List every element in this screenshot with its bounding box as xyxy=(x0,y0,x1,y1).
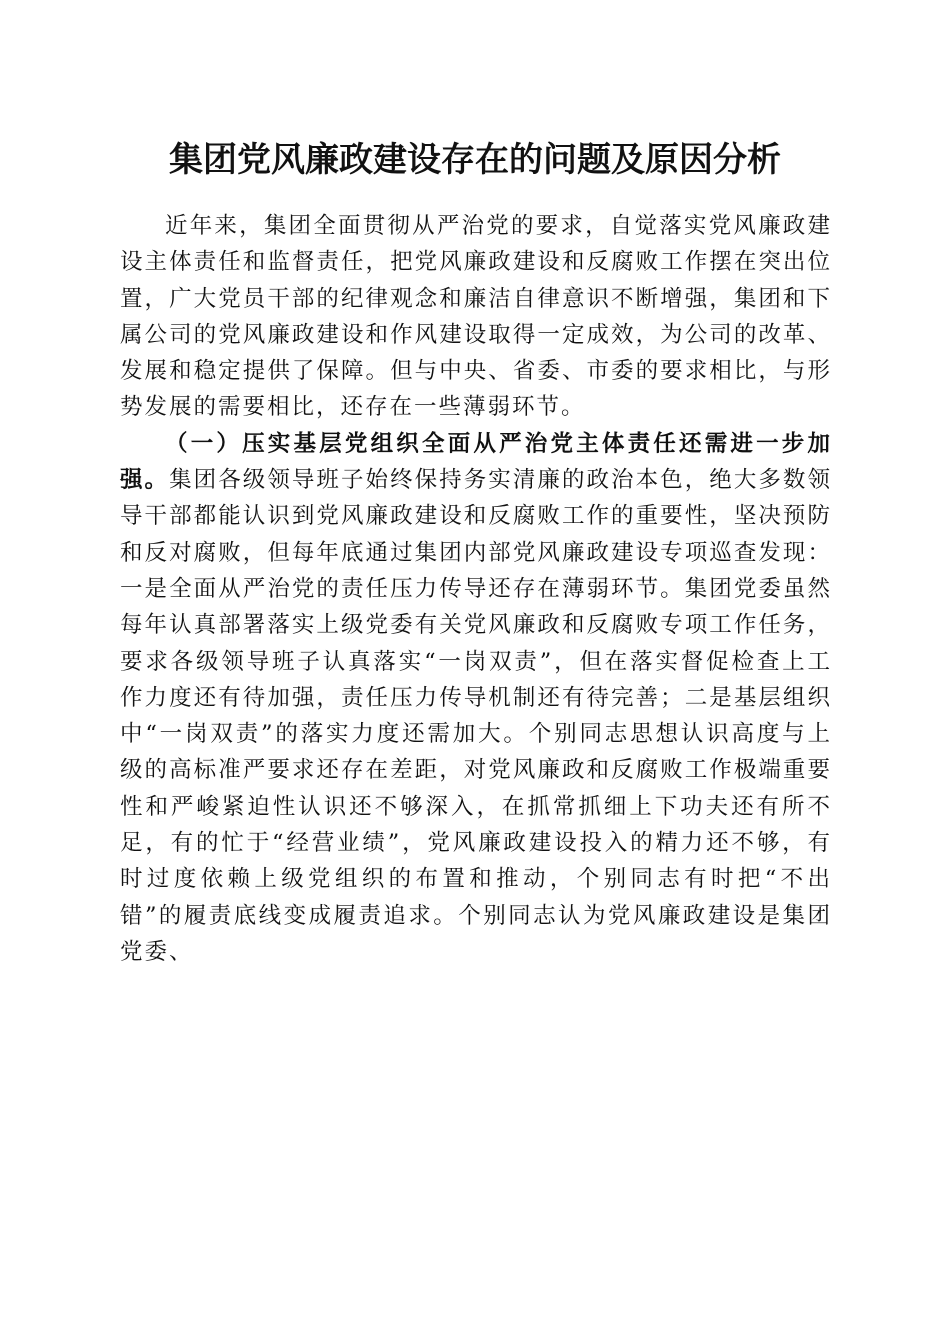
paragraph-text: 集团各级领导班子始终保持务实清廉的政治本色，绝大多数领导干部都能认识到党风廉政建设和反腐败工作的重要性，坚决预防和反对腐败，但每年底通过集团内部党风廉政建设专项巡查发现：一是全面从严治党的责任压力传导还存在薄弱环节。集团党委虽然每年认真部署落实上级党委有关党风廉政和反腐败专项工作任务，要求各级领导班子认真落实“一岗双责”，但在落实督促检查上工作力度还有待加强，责任压力传导机制还有待完善；二是基层组织中“一岗双责”的落实力度还需加大。个别同志思想认识高度与上级的高标准严要求还存在差距，对党风廉政和反腐败工作极端重要性和严峻紧迫性认识还不够深入，在抓常抓细上下功夫还有所不足，有的忙于“经营业绩”，党风廉政建设投入的精力还不够，有时过度依赖上级党组织的布置和推动，个别同志有时把“不出错”的履责底线变成履责追求。个别同志认为党风廉政建设是集团党委、 xyxy=(120,467,832,965)
document-body xyxy=(120,208,832,970)
section-heading: （一）压实基层党组织全面从严治党主体责任还需进一步加强。 xyxy=(120,430,832,494)
paragraph-text: 近年来，集团全面贯彻从严治党的要求，自觉落实党风廉政建设主体责任和监督责任，把党风廉政建设和反腐败工作摆在突出位置，广大党员干部的纪律观念和廉洁自律意识不断增强，集团和下属公司的党风廉政建设和作风建设取得一定成效，为公司的改革、发展和稳定提供了保障。但与中央、省委、市委的要求相比，与形势发展的需要相比，还存在一些薄弱环节。 xyxy=(120,213,832,421)
paragraph-intro xyxy=(120,208,832,426)
page-title: 集团党风廉政建设存在的问题及原因分析 xyxy=(169,140,781,180)
paragraph-section-1 xyxy=(120,426,832,970)
